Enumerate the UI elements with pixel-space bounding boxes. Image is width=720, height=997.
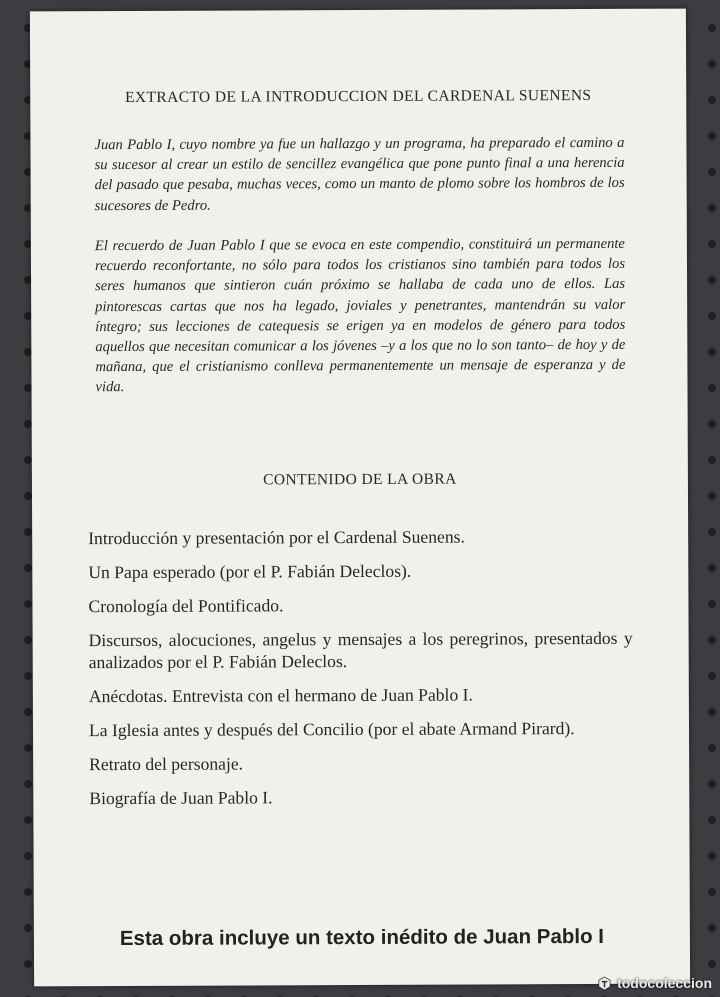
contents-item: Un Papa esperado (por el P. Fabián Deleclos). [88, 560, 412, 583]
contents-item: Retrato del personaje. [89, 753, 244, 775]
contents-item: Biografía de Juan Pablo I. [89, 787, 273, 809]
book-back-cover [30, 9, 690, 987]
contents-item: La Iglesia antes y después del Concilio (por el abate Armand Pirard). [88, 718, 575, 741]
contents-item: Introducción y presentación por el Cardenal Suenens. [88, 526, 465, 549]
intro-paragraph-2: El recuerdo de Juan Pablo I que se evoca en este compendio, constituirá un permanente recuerdo reconfortante, no sólo para todos los cristianos sino también para todos los seres humanos que sintieron cuán próximo se hallaba de cada uno de ellos. Las pintorescas cartas que nos ha legado, joviales y penetrantes, mantendrán su valor íntegro; sus lecciones de catequesis se erigen ya en modelos de género para todos aquellos que necesitan comunicar a los jóvenes –y a los que no lo son tanto– de hoy y de mañana, que el cristianismo conlleva permanentemente un mensaje de esperanza y de vida. [94, 235, 626, 396]
contents-list [88, 525, 633, 821]
contents-item: Cronología del Pontificado. [88, 595, 284, 617]
intro-paragraph-1: Juan Pablo I, cuyo nombre ya fue un hallazgo y un programa, ha preparado el camino a su sucesor al crear un estilo de sencillez evangélica que pone punto final a una herencia del pasado que pesaba, muchas veces, como un manto de plomo sobre los hombros de los sucesores de Pedro. [94, 134, 625, 214]
contents-item: Discursos, alocuciones, angelus y mensajes a los peregrinos, presentados y analizados por el P. Fabián Deleclos. [88, 627, 633, 673]
watermark-text: todocoleccion [617, 975, 712, 991]
contents-heading: CONTENIDO DE LA OBRA [263, 470, 457, 489]
footer-note: Esta obra incluye un texto inédito de Juan Pablo I [119, 924, 605, 951]
watermark [597, 975, 712, 991]
todocoleccion-logo-icon [597, 976, 612, 991]
extract-heading: EXTRACTO DE LA INTRODUCCION DEL CARDENAL SUENENS [125, 86, 592, 107]
contents-item: Anécdotas. Entrevista con el hermano de Juan Pablo I. [88, 684, 473, 707]
